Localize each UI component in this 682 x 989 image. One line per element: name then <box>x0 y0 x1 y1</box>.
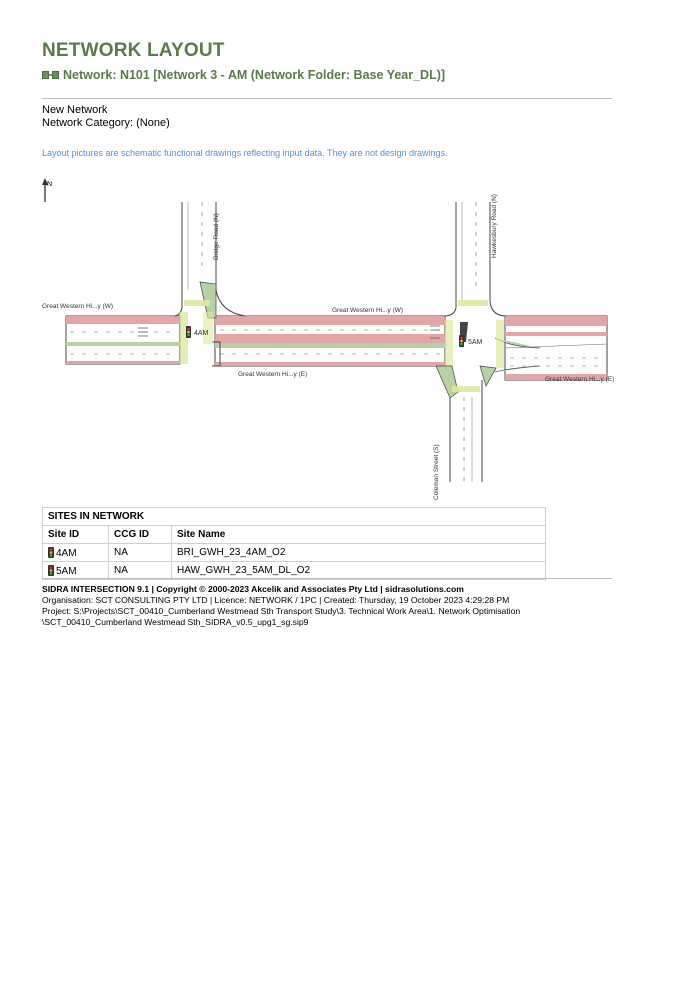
heading-divider <box>42 98 612 99</box>
coleman-street-label: Coleman Street (S) <box>433 444 440 500</box>
traffic-signal-icon <box>48 565 54 576</box>
sites-table <box>42 507 546 580</box>
network-heading <box>42 68 612 83</box>
site-name-cell: BRI_GWH_23_4AM_O2 <box>172 544 546 562</box>
site-5am-tag <box>459 335 483 347</box>
col-site-name: Site Name <box>172 526 546 544</box>
gwh-east-right-label: Great Western Hi...y (E) <box>545 376 615 383</box>
network-category: Network Category: (None) <box>42 117 170 129</box>
site-id-cell <box>43 562 109 580</box>
site-id-cell <box>43 544 109 562</box>
site-5am-label: 5AM <box>468 339 483 346</box>
footer <box>42 584 602 628</box>
gwh-west-left-label: Great Western Hi...y (W) <box>42 303 114 310</box>
table-row <box>43 544 546 562</box>
sites-table-caption: SITES IN NETWORK <box>43 508 546 526</box>
footer-project: Project: S:\Projects\SCT_00410_Cumberland Westmead Sth Transport Study\3. Technical Work Area\1. Network Optimisation <box>42 606 521 616</box>
table-row <box>43 562 546 580</box>
footer-organisation: Organisation: SCT CONSULTING PTY LTD | Licence: NETWORK / 1PC | Created: Thursday, 19 October 2023 4:29:28 PM <box>42 595 510 605</box>
network-icon <box>42 70 59 80</box>
coleman-street-leg <box>436 366 496 482</box>
sites-table-header-row <box>43 526 546 544</box>
layout-note: Layout pictures are schematic functional drawings reflecting input data. They are not design drawings. <box>42 148 448 158</box>
footer-divider <box>42 578 612 579</box>
traffic-signal-icon <box>186 326 191 338</box>
network-name: New Network <box>42 104 108 116</box>
col-site-id: Site ID <box>43 526 109 544</box>
gwh-east-mid-label: Great Western Hi...y (E) <box>238 371 308 378</box>
network-heading-text: Network: N101 [Network 3 - AM (Network Folder: Base Year_DL)] <box>63 68 446 82</box>
page-title: NETWORK LAYOUT <box>42 40 225 61</box>
bridge-road-label: Bridge Road (N) <box>213 213 220 260</box>
site-id-value: 5AM <box>56 565 77 577</box>
site-id-value: 4AM <box>56 547 77 559</box>
site-4am-label: 4AM <box>194 330 209 337</box>
footer-project-file: \SCT_00410_Cumberland Westmead Sth_SIDRA_v0.5_upg1_sg.sip9 <box>42 617 309 627</box>
footer-copyright: SIDRA INTERSECTION 9.1 | Copyright © 2000-2023 Akcelik and Associates Pty Ltd | sidrasolutions.com <box>42 584 464 594</box>
gwh-west-mid-label: Great Western Hi...y (W) <box>332 307 404 314</box>
gwh-east-approach <box>495 316 607 380</box>
site-name-cell: HAW_GWH_23_5AM_DL_O2 <box>172 562 546 580</box>
sites-table-caption-row <box>43 508 546 526</box>
ccg-id-cell: NA <box>109 562 172 580</box>
gwh-middle-link <box>212 316 445 366</box>
ccg-id-cell: NA <box>109 544 172 562</box>
traffic-signal-icon <box>48 547 54 558</box>
col-ccg-id: CCG ID <box>109 526 172 544</box>
hawkesbury-road-label: Hawkesbury Road (N) <box>491 194 498 258</box>
network-layout-diagram <box>40 172 640 502</box>
gwh-west-approach <box>66 316 180 364</box>
traffic-signal-icon <box>459 335 464 347</box>
north-label: N <box>47 181 53 188</box>
